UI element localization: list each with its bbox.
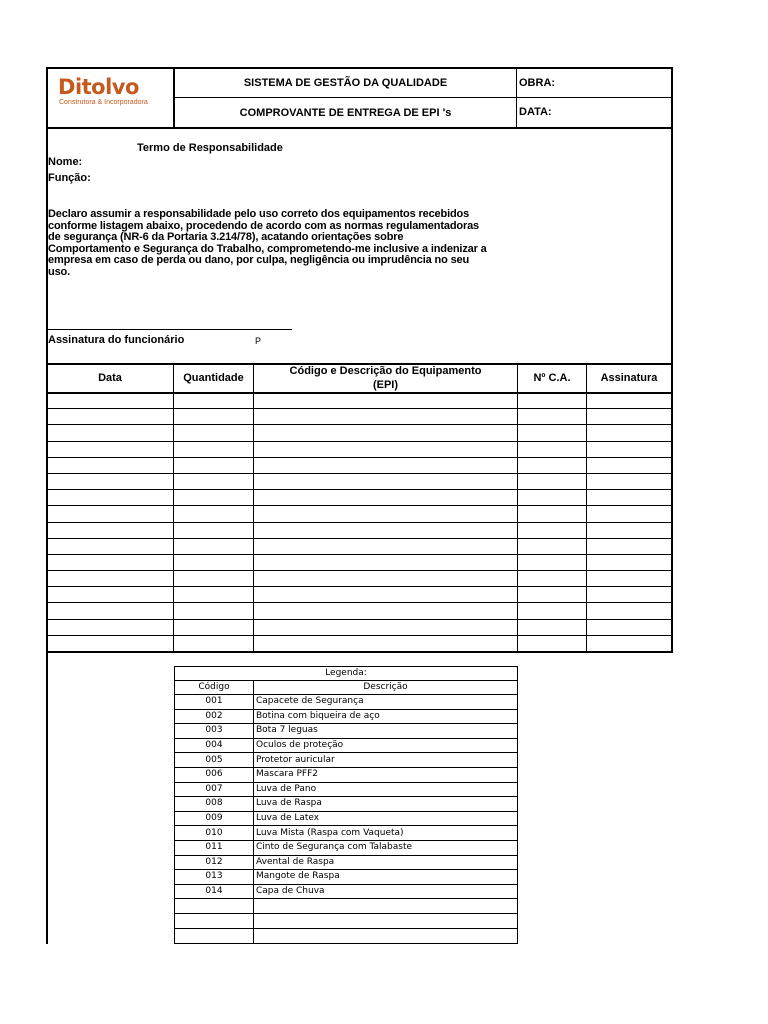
col-header-ca: Nº C.A. [533,372,571,384]
legend-row-divider [174,811,518,812]
legend-description: Luva de Latex [256,813,320,824]
legend-code: 012 [205,856,223,867]
legend-description: Luva Mista (Raspa com Vaqueta) [256,827,404,838]
legend-row [175,825,517,840]
legend-row [175,767,517,782]
declaration-line: Declaro assumir a responsabilidade pelo uso correto dos equipamentos recebidos [48,208,470,220]
legend-title: Legenda: [325,668,367,678]
legend-row-divider [174,869,518,870]
legend-row-divider [174,782,518,783]
legend-code [175,928,253,943]
legend-row [175,782,517,797]
data-label: DATA: [519,106,552,118]
legend-row [175,913,517,928]
legend-row-divider [174,738,518,739]
legend-code: 002 [205,710,223,721]
table-row-divider [47,473,671,474]
term-title: Termo de Responsabilidade [137,142,283,154]
table-row-divider [47,602,671,603]
legend-row [175,884,517,899]
table-row-divider [47,619,671,620]
declaration-text [48,209,518,278]
legend-row-divider [174,709,518,710]
declaration-line: conforme listagem abaixo, procedendo de acordo com as normas regulamentadoras [48,219,480,232]
legend-col-description: Descrição [363,682,408,692]
legend-row [175,840,517,855]
col-header-signature: Assinatura [600,372,658,384]
legend-description: Mangote de Raspa [256,871,340,882]
legend-description: Luva de Pano [256,783,317,794]
legend-description: Botina com biqueira de aço [256,710,380,721]
col-header-quantity: Quantidade [183,372,244,384]
legend-col-code: Código [198,682,230,692]
legend-row-divider [174,796,518,797]
legend-code: 010 [205,827,223,838]
legend-row [175,869,517,884]
legend-code: 005 [205,754,223,765]
legend-row-divider [174,928,518,929]
legend-code: 014 [205,886,223,897]
legend-description: Oculos de proteção [256,740,344,751]
table-row-divider [47,554,671,555]
legend-code: 006 [205,769,223,780]
legend-row [175,811,517,826]
legend-row-divider [174,840,518,841]
signature-line[interactable] [48,329,292,330]
declaration-line: Comportamento e Segurança do Trabalho, comprometendo-me inclusive a indenizar a [48,242,487,255]
declaration-line: uso. [48,265,71,278]
table-row-divider [47,424,671,425]
col-header-equipment [254,363,517,392]
legend-row-divider [174,723,518,724]
receipt-title: COMPROVANTE DE ENTREGA DE EPI 's [239,106,452,119]
legend-row [175,752,517,767]
legend-row [175,928,517,943]
legend-description: Capacete de Segurança [256,696,364,707]
legend-code: 011 [205,842,223,853]
legend-code [175,898,253,913]
col-header-equipment-line1: Código e Descrição do Equipamento [289,364,482,377]
col-header-date: Data [98,372,122,384]
legend-code [175,913,253,928]
table-row-divider [47,635,671,636]
role-label: Função: [48,172,91,184]
legend-row [175,898,517,913]
legend-row-divider [174,898,518,899]
legend-description: Mascara PFF2 [256,769,319,780]
table-row-divider [47,489,671,490]
legend-code: 007 [205,783,223,794]
legend-description: Capa de Chuva [256,886,325,897]
legend-row-divider [174,913,518,914]
table-row-divider [47,505,671,506]
table-row-divider [47,522,671,523]
obra-label: OBRA: [519,77,556,89]
company-logo: Ditolvo Construtora & Incorporadora [58,75,148,106]
legend-row [175,855,517,870]
table-row-divider [47,441,671,442]
system-title: SISTEMA DE GESTÃO DA QUALIDADE [243,76,448,89]
declaration-line: de segurança (NR-6 da Portaria 3.214/78), acatando orientações sobre [48,231,404,243]
legend-row [175,738,517,753]
declaration-line: empresa em caso de perda ou dano, por culpa, negligência ou imprudência no seu [48,254,470,266]
legend-description: Luva de Raspa [256,798,322,809]
legend-code: 008 [205,798,223,809]
legend-code: 001 [205,696,223,707]
legend-code: 003 [205,725,223,736]
legend-row [175,694,517,709]
table-row-divider [47,586,671,587]
legend-row-divider [174,855,518,856]
name-label: Nome: [48,156,83,168]
table-row-divider [47,538,671,539]
legend-row [175,796,517,811]
legend-row-divider [174,767,518,768]
table-row-divider [47,408,671,409]
legend-row-divider [174,884,518,885]
legend-row-divider [174,825,518,826]
legend-code: 009 [205,813,223,824]
table-row-divider [47,570,671,571]
signature-mark: P [255,336,262,346]
signature-label: Assinatura do funcionário [48,334,185,346]
legend-row-divider [174,752,518,753]
legend-code: 004 [205,740,223,751]
legend-row [175,723,517,738]
table-row-divider [47,457,671,458]
legend-description: Protetor auricular [256,754,335,765]
legend-description: Cinto de Segurança com Talabaste [256,842,413,853]
legend-description: Bota 7 leguas [256,725,318,736]
legend-row [175,709,517,724]
col-header-equipment-line2: (EPI) [372,378,399,391]
legend-description: Avental de Raspa [256,856,335,867]
legend-code: 013 [205,871,223,882]
